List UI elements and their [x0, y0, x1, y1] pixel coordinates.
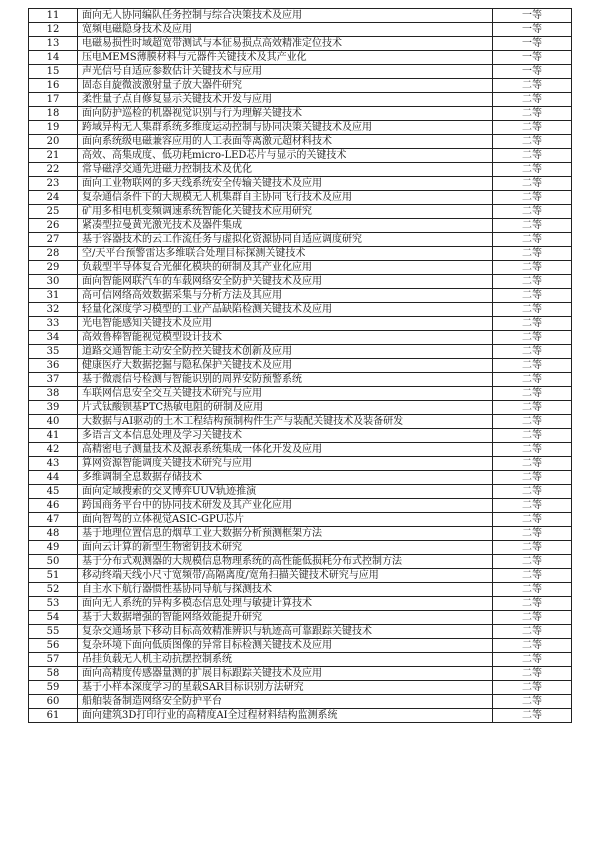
table-row [29, 695, 572, 709]
table-row [29, 163, 572, 177]
table-row [29, 219, 572, 233]
table-row [29, 289, 572, 303]
row-number-cell: 43 [29, 457, 78, 471]
row-number-cell: 55 [29, 625, 78, 639]
project-title-cell: 多维调制全息数据存储技术 [78, 471, 493, 485]
award-grade-cell: 二等 [493, 289, 572, 303]
row-number-cell: 32 [29, 303, 78, 317]
project-title-cell: 片式钛酸钡基PTC热敏电阻的研制及应用 [78, 401, 493, 415]
project-title-cell: 健康医疗大数据挖掘与隐私保护关键技术及应用 [78, 359, 493, 373]
project-title-cell: 面向智能网联汽车的车载网络安全防护关键技术及应用 [78, 275, 493, 289]
table-row [29, 121, 572, 135]
row-number-cell: 44 [29, 471, 78, 485]
table-row [29, 23, 572, 37]
project-title-cell: 吊挂负载无人机主动抗摆控制系统 [78, 653, 493, 667]
award-grade-cell: 二等 [493, 401, 572, 415]
row-number-cell: 16 [29, 79, 78, 93]
table-row [29, 135, 572, 149]
project-title-cell: 轻量化深度学习模型的工业产品缺陷检测关键技术及应用 [78, 303, 493, 317]
table-row [29, 387, 572, 401]
award-grade-cell: 二等 [493, 219, 572, 233]
award-grade-cell: 一等 [493, 65, 572, 79]
project-title-cell: 复杂环境下面向低质图像的异常目标检测关键技术及应用 [78, 639, 493, 653]
award-grade-cell: 二等 [493, 345, 572, 359]
award-grade-cell: 二等 [493, 653, 572, 667]
project-title-cell: 多语言文本信息处理及学习关键技术 [78, 429, 493, 443]
project-title-cell: 压电MEMS薄膜材料与元器件关键技术及其产业化 [78, 51, 493, 65]
row-number-cell: 29 [29, 261, 78, 275]
row-number-cell: 58 [29, 667, 78, 681]
row-number-cell: 11 [29, 9, 78, 23]
table-row [29, 65, 572, 79]
project-title-cell: 基于大数据增强的智能网络效能提升研究 [78, 611, 493, 625]
award-grade-cell: 二等 [493, 415, 572, 429]
project-title-cell: 面向定域搜索的交叉博弈UUV轨迹推演 [78, 485, 493, 499]
table-row [29, 499, 572, 513]
award-grade-cell: 二等 [493, 443, 572, 457]
row-number-cell: 48 [29, 527, 78, 541]
award-grade-cell: 一等 [493, 37, 572, 51]
row-number-cell: 38 [29, 387, 78, 401]
project-title-cell: 复杂通信条件下的大规模无人机集群自主协同飞行技术及应用 [78, 191, 493, 205]
row-number-cell: 27 [29, 233, 78, 247]
award-grade-cell: 二等 [493, 429, 572, 443]
table-row [29, 681, 572, 695]
award-grade-cell: 一等 [493, 23, 572, 37]
row-number-cell: 57 [29, 653, 78, 667]
award-grade-cell: 二等 [493, 373, 572, 387]
project-title-cell: 电磁易损性时域超宽带测试与本征易损点高效精准定位技术 [78, 37, 493, 51]
project-title-cell: 基于微震信号检测与智能识别的周界安防预警系统 [78, 373, 493, 387]
project-title-cell: 柔性量子点自修复显示关键技术开发与应用 [78, 93, 493, 107]
table-row [29, 247, 572, 261]
table-row [29, 401, 572, 415]
project-title-cell: 声光信号自适应参数估计关键技术与应用 [78, 65, 493, 79]
project-title-cell: 面向系统级电磁兼容应用的人工表面等离激元超材料技术 [78, 135, 493, 149]
award-grade-cell: 二等 [493, 79, 572, 93]
table-row [29, 597, 572, 611]
row-number-cell: 51 [29, 569, 78, 583]
table-row [29, 331, 572, 345]
table-row [29, 233, 572, 247]
award-grade-cell: 二等 [493, 359, 572, 373]
award-grade-cell: 二等 [493, 555, 572, 569]
award-grade-cell: 二等 [493, 121, 572, 135]
award-grade-cell: 二等 [493, 625, 572, 639]
row-number-cell: 53 [29, 597, 78, 611]
project-title-cell: 面向工业物联网的多天线系统安全传输关键技术及应用 [78, 177, 493, 191]
table-row [29, 303, 572, 317]
row-number-cell: 31 [29, 289, 78, 303]
row-number-cell: 34 [29, 331, 78, 345]
row-number-cell: 33 [29, 317, 78, 331]
project-title-cell: 移动终端天线小尺寸宽频带/高隔离度/宽角扫描关键技术研究与应用 [78, 569, 493, 583]
project-title-cell: 高精密电子测量技术及源表系统集成一体化开发及应用 [78, 443, 493, 457]
award-grade-cell: 二等 [493, 583, 572, 597]
row-number-cell: 17 [29, 93, 78, 107]
award-grade-cell: 二等 [493, 261, 572, 275]
award-grade-cell: 二等 [493, 247, 572, 261]
table-row [29, 415, 572, 429]
table-row [29, 653, 572, 667]
row-number-cell: 46 [29, 499, 78, 513]
table-row [29, 275, 572, 289]
award-grade-cell: 二等 [493, 107, 572, 121]
award-grade-cell: 一等 [493, 51, 572, 65]
row-number-cell: 18 [29, 107, 78, 121]
award-grade-cell: 二等 [493, 177, 572, 191]
project-title-cell: 面向高精度传感器量测的扩展目标跟踪关键技术及应用 [78, 667, 493, 681]
row-number-cell: 22 [29, 163, 78, 177]
award-grade-cell: 二等 [493, 387, 572, 401]
award-table-body [29, 9, 572, 723]
award-grade-cell: 二等 [493, 541, 572, 555]
award-grade-cell: 二等 [493, 205, 572, 219]
table-row [29, 205, 572, 219]
project-title-cell: 空/天平台预警雷达多维联合处理目标探测关键技术 [78, 247, 493, 261]
project-title-cell: 复杂交通场景下移动目标高效精准辨识与轨迹高可靠跟踪关键技术 [78, 625, 493, 639]
project-title-cell: 基于地理位置信息的烟草工业大数据分析预测框架方法 [78, 527, 493, 541]
table-row [29, 541, 572, 555]
project-title-cell: 跨国商务平台中的协同技术研发及其产业化应用 [78, 499, 493, 513]
award-grade-cell: 二等 [493, 695, 572, 709]
table-row [29, 555, 572, 569]
table-row [29, 359, 572, 373]
award-grade-cell: 二等 [493, 331, 572, 345]
row-number-cell: 39 [29, 401, 78, 415]
project-title-cell: 算网资源智能调度关键技术研究与应用 [78, 457, 493, 471]
project-title-cell: 自主水下航行器惯性基协同导航与探测技术 [78, 583, 493, 597]
table-row [29, 317, 572, 331]
award-grade-cell: 二等 [493, 611, 572, 625]
table-row [29, 191, 572, 205]
project-title-cell: 基于容器技术的云工作流任务与虚拟化资源协同自适应调度研究 [78, 233, 493, 247]
row-number-cell: 26 [29, 219, 78, 233]
project-title-cell: 船舶装备制造网络安全防护平台 [78, 695, 493, 709]
project-title-cell: 固态自旋微波激射量子放大器件研究 [78, 79, 493, 93]
table-row [29, 443, 572, 457]
row-number-cell: 20 [29, 135, 78, 149]
row-number-cell: 40 [29, 415, 78, 429]
project-title-cell: 负载型半导体复合光催化模块的研制及其产业化应用 [78, 261, 493, 275]
table-row [29, 107, 572, 121]
row-number-cell: 56 [29, 639, 78, 653]
award-grade-cell: 二等 [493, 317, 572, 331]
project-title-cell: 常导磁浮交通先进磁力控制技术及优化 [78, 163, 493, 177]
award-grade-cell: 二等 [493, 93, 572, 107]
row-number-cell: 54 [29, 611, 78, 625]
award-grade-cell: 二等 [493, 149, 572, 163]
table-row [29, 569, 572, 583]
table-row [29, 485, 572, 499]
table-row [29, 527, 572, 541]
project-title-cell: 基于分布式观测器的大规模信息物理系统的高性能低损耗分布式控制方法 [78, 555, 493, 569]
award-grade-cell: 二等 [493, 569, 572, 583]
project-title-cell: 光电智能感知关键技术及应用 [78, 317, 493, 331]
project-title-cell: 道路交通智能主动安全防控关键技术创新及应用 [78, 345, 493, 359]
row-number-cell: 45 [29, 485, 78, 499]
row-number-cell: 25 [29, 205, 78, 219]
award-grade-cell: 二等 [493, 527, 572, 541]
row-number-cell: 47 [29, 513, 78, 527]
award-grade-cell: 二等 [493, 667, 572, 681]
award-grade-cell: 二等 [493, 457, 572, 471]
project-title-cell: 高效鲁棒智能视觉模型设计技术 [78, 331, 493, 345]
row-number-cell: 41 [29, 429, 78, 443]
project-title-cell: 高可信网络高效数据采集与分析方法及其应用 [78, 289, 493, 303]
project-title-cell: 紧凑型拉曼黄光激光技术及器件集成 [78, 219, 493, 233]
table-row [29, 513, 572, 527]
table-row [29, 471, 572, 485]
award-grade-cell: 二等 [493, 513, 572, 527]
table-row [29, 93, 572, 107]
row-number-cell: 37 [29, 373, 78, 387]
row-number-cell: 49 [29, 541, 78, 555]
award-list-table [28, 8, 572, 723]
row-number-cell: 36 [29, 359, 78, 373]
row-number-cell: 35 [29, 345, 78, 359]
project-title-cell: 面向无人协同编队任务控制与综合决策技术及应用 [78, 9, 493, 23]
table-row [29, 51, 572, 65]
project-title-cell: 面向云计算的新型生物密钥技术研究 [78, 541, 493, 555]
award-grade-cell: 二等 [493, 639, 572, 653]
row-number-cell: 61 [29, 709, 78, 723]
project-title-cell: 面向智驾的立体视觉ASIC-GPU芯片 [78, 513, 493, 527]
row-number-cell: 60 [29, 695, 78, 709]
award-grade-cell: 二等 [493, 191, 572, 205]
row-number-cell: 14 [29, 51, 78, 65]
project-title-cell: 面向无人系统的异构多模态信息处理与敏捷计算技术 [78, 597, 493, 611]
table-row [29, 261, 572, 275]
award-grade-cell: 二等 [493, 233, 572, 247]
table-row [29, 373, 572, 387]
award-grade-cell: 二等 [493, 471, 572, 485]
row-number-cell: 59 [29, 681, 78, 695]
award-grade-cell: 二等 [493, 681, 572, 695]
project-title-cell: 面向建筑3D打印行业的高精度AI全过程材料结构监测系统 [78, 709, 493, 723]
table-row [29, 9, 572, 23]
project-title-cell: 面向防护巡检的机器视觉识别与行为理解关键技术 [78, 107, 493, 121]
table-row [29, 429, 572, 443]
table-row [29, 37, 572, 51]
row-number-cell: 21 [29, 149, 78, 163]
row-number-cell: 19 [29, 121, 78, 135]
award-grade-cell: 一等 [493, 9, 572, 23]
row-number-cell: 23 [29, 177, 78, 191]
table-row [29, 345, 572, 359]
row-number-cell: 15 [29, 65, 78, 79]
project-title-cell: 大数据与AI驱动的土木工程结构预制构件生产与装配关键技术及装备研发 [78, 415, 493, 429]
award-grade-cell: 二等 [493, 499, 572, 513]
row-number-cell: 52 [29, 583, 78, 597]
row-number-cell: 28 [29, 247, 78, 261]
project-title-cell: 跨域异构无人集群系统多维度运动控制与协同决策关键技术及应用 [78, 121, 493, 135]
award-grade-cell: 二等 [493, 709, 572, 723]
project-title-cell: 高效、高集成度、低功耗micro-LED芯片与显示的关键技术 [78, 149, 493, 163]
row-number-cell: 24 [29, 191, 78, 205]
project-title-cell: 矿用多相电机变频调速系统智能化关键技术应用研究 [78, 205, 493, 219]
award-grade-cell: 二等 [493, 597, 572, 611]
row-number-cell: 12 [29, 23, 78, 37]
table-row [29, 79, 572, 93]
project-title-cell: 车联网信息安全交互关键技术研究与应用 [78, 387, 493, 401]
table-row [29, 709, 572, 723]
table-row [29, 583, 572, 597]
row-number-cell: 13 [29, 37, 78, 51]
table-row [29, 457, 572, 471]
table-row [29, 177, 572, 191]
award-grade-cell: 二等 [493, 275, 572, 289]
table-row [29, 639, 572, 653]
row-number-cell: 42 [29, 443, 78, 457]
award-grade-cell: 二等 [493, 485, 572, 499]
project-title-cell: 宽频电磁隐身技术及应用 [78, 23, 493, 37]
row-number-cell: 50 [29, 555, 78, 569]
project-title-cell: 基于小样本深度学习的星载SAR目标识别方法研究 [78, 681, 493, 695]
award-grade-cell: 二等 [493, 135, 572, 149]
award-grade-cell: 二等 [493, 163, 572, 177]
award-grade-cell: 二等 [493, 303, 572, 317]
table-row [29, 667, 572, 681]
row-number-cell: 30 [29, 275, 78, 289]
table-row [29, 611, 572, 625]
table-row [29, 149, 572, 163]
table-row [29, 625, 572, 639]
